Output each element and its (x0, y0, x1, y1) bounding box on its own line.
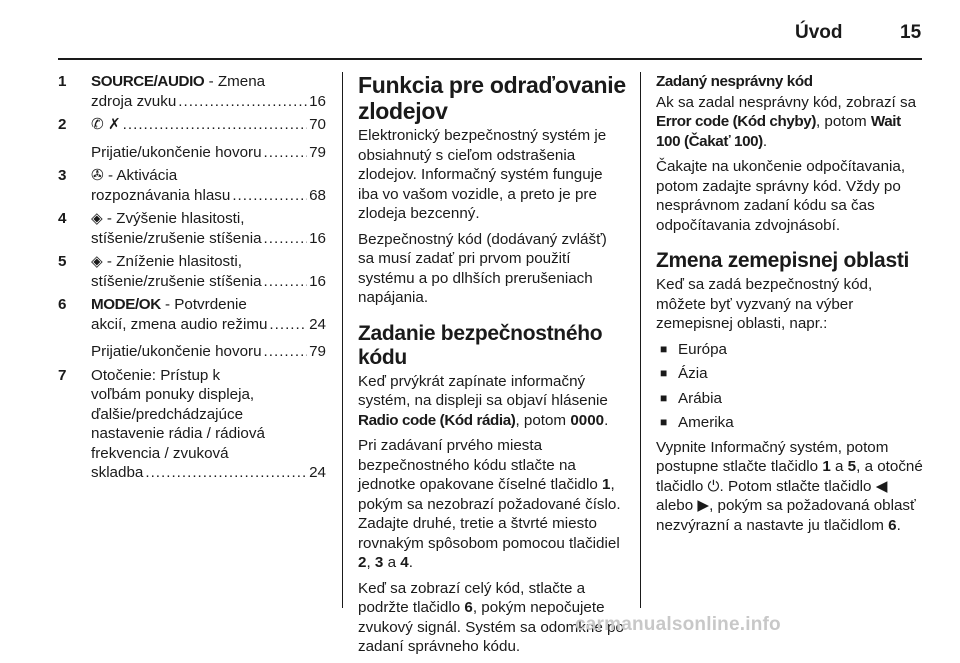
list-subitem: Prijatie/ukončenie hovoru ..... 79 (58, 342, 326, 362)
paragraph: Keď prvýkrát zapínate informačný systém, na displeji sa objaví hlásenie Radio code (Kód rádia), potom 0000. (358, 372, 609, 429)
control-list (58, 72, 326, 487)
list-item: ■ Európa (656, 340, 924, 360)
phone-call-icon: ✆ ✗ (91, 116, 121, 133)
list-item: ■ Arábia (656, 389, 924, 409)
list-item: 4 ◈ - Zvýšenie hlasitosti, stíšenie/zrušenie stíšenia ..... 16 (58, 209, 326, 248)
page-number: 15 (900, 22, 922, 43)
paragraph: Elektronický bezpečnostný systém je obsiahnutý s cieľom odstrašenia zlodejov. Informačný systém funguje iba vo vašom vozidle, a preto je pre zlodeja bezcenný. (358, 127, 607, 222)
list-item: ■ Amerika (656, 413, 924, 433)
section-heading: Zadanie bezpečnostného kódu (358, 321, 603, 369)
paragraph: Ak sa zadal nesprávny kód, zobrazí sa Error code (Kód chyby), potom Wait 100 (Čakať 100). (656, 93, 917, 150)
list-item: ■ Ázia (656, 364, 924, 384)
page-ref[interactable]: 24 (309, 464, 326, 481)
subheading: Zadaný nesprávny kód (656, 73, 813, 90)
power-icon: ⏻ (707, 477, 720, 495)
paragraph: Keď sa zadá bezpečnostný kód, môžete byť vyzvaný na výber zemepisnej oblasti, napr.: (656, 276, 873, 332)
page-ref[interactable]: 16 (309, 272, 326, 290)
list-item: 3 ✇ - Aktivácia rozpoznávania hlasu ..... 68 (58, 166, 326, 205)
page-ref[interactable]: 24 (309, 315, 326, 333)
paragraph: Bezpečnostný kód (dodávaný zvlášť) sa musí zadať pri prvom použití systému a po dlhších prerušeniach napájania. (358, 230, 607, 306)
page-ref[interactable]: 68 (309, 186, 326, 204)
paragraph: Pri zadávaní prvého miesta bezpečnostného kódu stlačte na jednotke opakovane číselné tlačidlo 1, pokým sa nezobrazí požadované číslo. Zadajte druhé, tretie a štvrté miesto rovnakým spôsobom pomocou tlačidiel 2, 3 a 4. (358, 437, 621, 571)
page-header (0, 0, 960, 64)
list-subitem: Prijatie/ukončenie hovoru ..... 79 (58, 143, 326, 163)
voice-icon: ✇ (91, 167, 104, 184)
page-ref[interactable]: 16 (309, 229, 326, 247)
section-heading: Funkcia pre odraďovanie zlodejov (358, 72, 626, 124)
page-ref[interactable]: 79 (309, 343, 326, 360)
paragraph: Keď sa zobrazí celý kód, stlačte a podržte tlačidlo 6, pokým nepočujete zvukový signál. Systém sa odomkne po zadaní správneho kódu. (358, 579, 624, 655)
column-divider-1 (342, 72, 343, 608)
paragraph: Čakajte na ukončenie odpočítavania, potom zadajte správny kód. Vždy po nesprávnom zadaní kódu sa čas odpočítavania zdvojnásobí. (656, 158, 906, 234)
volume-up-icon: ◈ (91, 210, 103, 227)
code-section (656, 72, 924, 541)
list-item: 1 SOURCE/AUDIO - Zmena zdroja zvuku ..... 16 (58, 72, 326, 111)
list-item: 6 MODE/OK - Potvrdenie akcií, zmena audio režimu ..... 24 (58, 295, 326, 334)
column-divider-2 (640, 72, 641, 608)
list-item: 2 ✆ ✗ ..... 70 (58, 115, 326, 135)
page-ref[interactable]: 16 (309, 92, 326, 110)
paragraph: Vypnite Informačný systém, potom postupne stlačte tlačidlo 1 a 5, a otočné tlačidlo ⏻. Potom stlačte tlačidlo ◀ alebo ▶, pokým sa požadovaná oblasť nezvýrazní a nastavte ju tlačidlom 6. (656, 438, 923, 534)
arrow-left-icon: ◀ (875, 477, 888, 495)
watermark: carmanualsonline.info (575, 614, 781, 635)
section-title: Úvod (795, 22, 843, 43)
volume-down-icon: ◈ (91, 253, 103, 270)
region-list (656, 340, 924, 433)
list-item: 7 Otočenie: Prístup k voľbám ponuky displeja, ďalšie/predchádzajúce nastavenie rádia / rádiová frekvencia / zvuková skladba ..... 24 (58, 366, 326, 483)
list-item: 5 ◈ - Zníženie hlasitosti, stíšenie/zrušenie stíšenia ..... 16 (58, 252, 326, 291)
anti-theft-section (358, 72, 626, 663)
header-rule (58, 58, 922, 60)
arrow-right-icon: ▶ (697, 497, 710, 514)
section-heading: Zmena zemepisnej oblasti (656, 249, 910, 272)
page-ref[interactable]: 79 (309, 143, 326, 161)
page-ref[interactable]: 70 (309, 116, 326, 133)
